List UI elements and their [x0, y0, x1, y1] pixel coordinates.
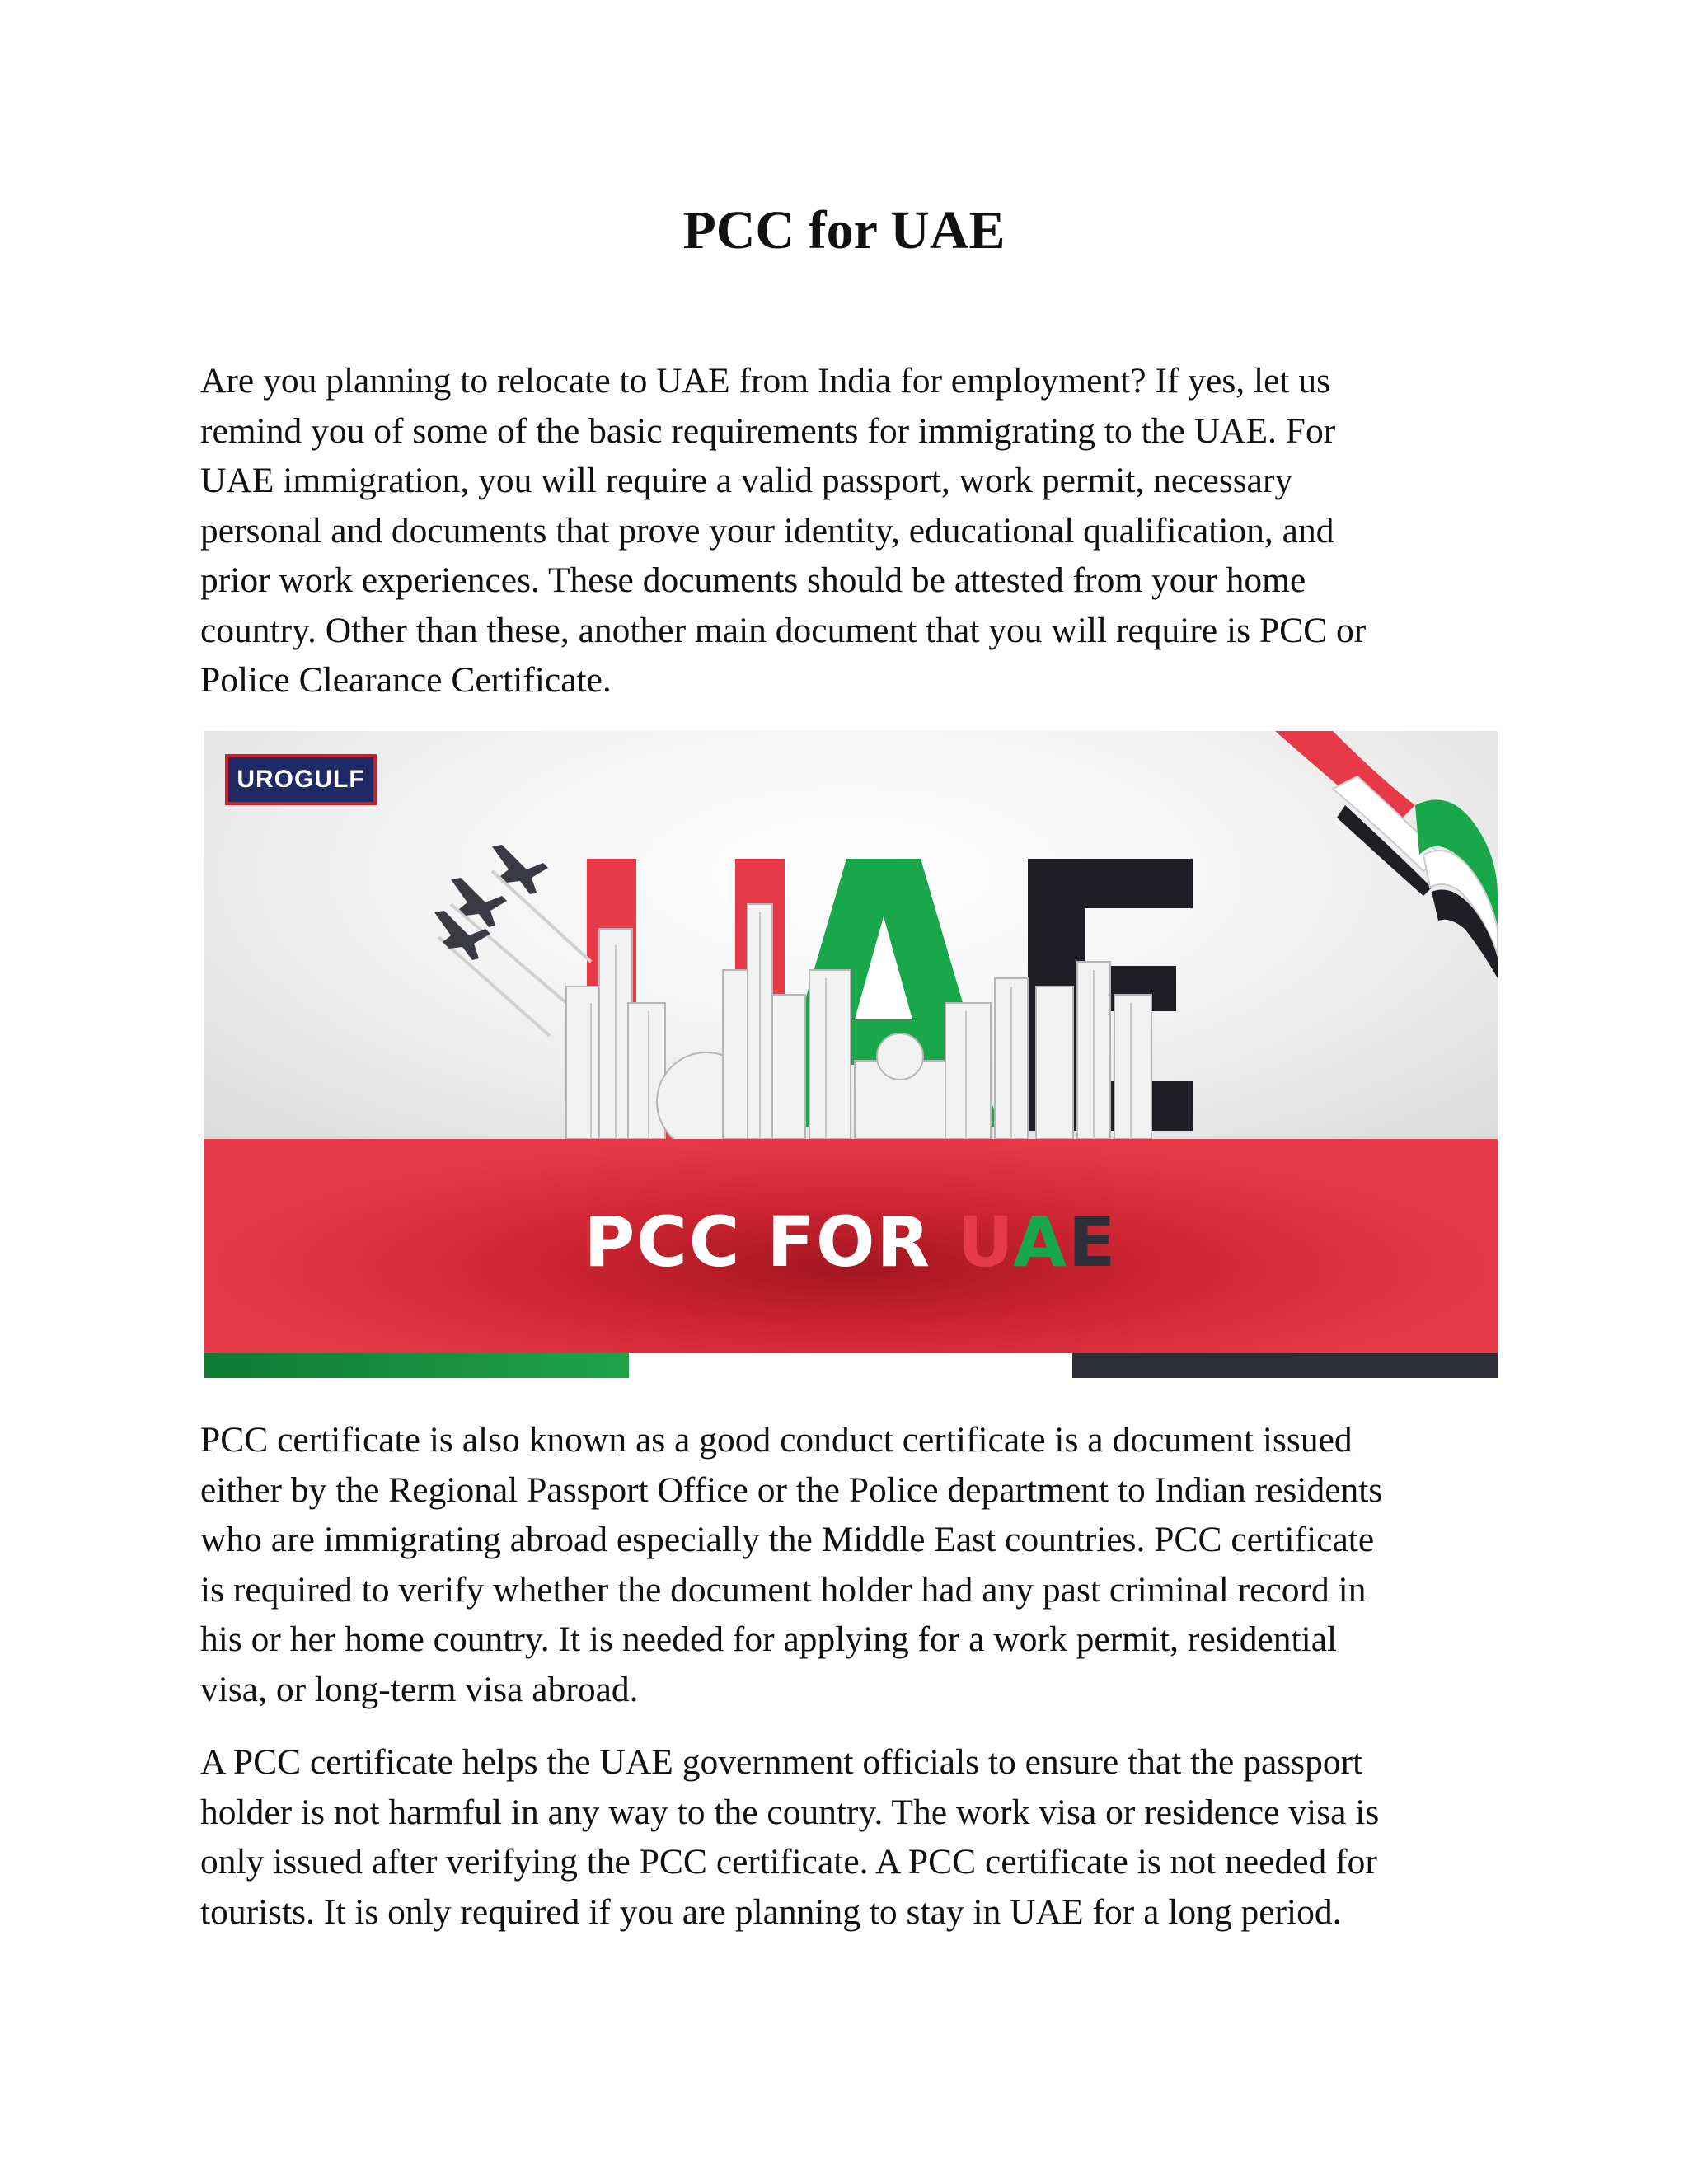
flag-stripe-white — [629, 1353, 1072, 1378]
caption-a: A — [1013, 1202, 1069, 1282]
paragraph-line: personal and documents that prove your identity, educational qualification, and — [200, 510, 1334, 551]
pcc-definition-paragraph — [200, 1415, 1503, 1714]
paragraph-line: holder is not harmful in any way to the country. The work visa or residence visa is — [200, 1792, 1380, 1832]
paragraph-line: A PCC certificate helps the UAE government officials to ensure that the passport — [200, 1742, 1363, 1782]
caption-prefix: PCC FOR — [584, 1202, 958, 1282]
pcc-purpose-paragraph — [200, 1737, 1503, 1937]
paragraph-line: visa, or long-term visa abroad. — [200, 1669, 639, 1709]
flag-stripe-green — [204, 1353, 629, 1378]
paragraph-line: PCC certificate is also known as a good conduct certificate is a document issued — [200, 1420, 1353, 1460]
banner-caption — [204, 1201, 1498, 1283]
paragraph-line: UAE immigration, you will require a valid passport, work permit, necessary — [200, 461, 1293, 500]
paragraph-line: either by the Regional Passport Office or the Police department to Indian residents — [200, 1469, 1383, 1510]
page-title: PCC for UAE — [682, 200, 1006, 260]
paragraph-line: his or her home country. It is needed for applying for a work permit, residential — [200, 1619, 1338, 1659]
paragraph-line: Are you planning to relocate to UAE from India for employment? If yes, let us — [200, 361, 1331, 401]
pcc-uae-banner-image — [204, 731, 1498, 1378]
uae-flag-ribbon-icon — [1275, 731, 1498, 978]
paragraph-line: tourists. It is only required if you are planning to stay in UAE for a long period. — [200, 1891, 1342, 1932]
urogulf-logo — [225, 754, 377, 805]
logo-text: UROGULF — [237, 766, 365, 793]
paragraph-line: is required to verify whether the document holder had any past criminal record in — [200, 1569, 1367, 1610]
paragraph-line: who are immigrating abroad especially the Middle East countries. PCC certificate — [200, 1520, 1375, 1559]
intro-paragraph — [200, 356, 1503, 705]
flag-stripe-black — [1072, 1353, 1498, 1378]
paragraph-line: remind you of some of the basic requirements for immigrating to the UAE. For — [200, 410, 1336, 451]
paragraph-line: Police Clearance Certificate. — [200, 660, 612, 700]
caption-e: E — [1068, 1202, 1118, 1282]
paragraph-line: country. Other than these, another main document that you will require is PCC or — [200, 610, 1367, 650]
paragraph-line: prior work experiences. These documents should be attested from your home — [200, 560, 1306, 600]
caption-u: U — [957, 1202, 1014, 1282]
paragraph-line: only issued after verifying the PCC certificate. A PCC certificate is not needed for — [200, 1842, 1377, 1882]
